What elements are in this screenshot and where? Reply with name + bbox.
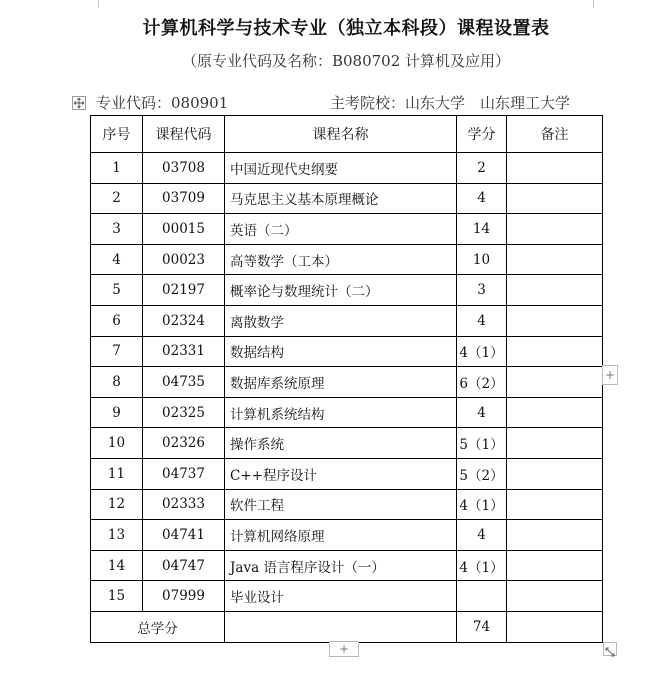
cell-note[interactable] — [507, 183, 603, 214]
cell-code[interactable]: 07999 — [143, 581, 225, 612]
total-empty-cell[interactable] — [225, 611, 457, 642]
cell-no[interactable]: 5 — [91, 275, 143, 306]
table-row — [91, 428, 603, 459]
table-row — [91, 214, 603, 245]
cell-code[interactable]: 03708 — [143, 153, 225, 184]
cell-code[interactable]: 04737 — [143, 458, 225, 489]
cell-credit[interactable]: 14 — [457, 214, 507, 245]
cell-note[interactable] — [507, 367, 603, 398]
cell-name[interactable]: 离散数学 — [225, 305, 457, 336]
cell-name[interactable]: 操作系统 — [225, 428, 457, 459]
table-row — [91, 153, 603, 184]
cell-name[interactable]: 软件工程 — [225, 489, 457, 520]
table-row — [91, 367, 603, 398]
cell-no[interactable]: 14 — [91, 550, 143, 581]
header-name: 课程名称 — [225, 116, 457, 153]
cell-name[interactable]: Java 语言程序设计（一） — [225, 550, 457, 581]
cell-note[interactable] — [507, 581, 603, 612]
cell-note[interactable] — [507, 489, 603, 520]
cell-no[interactable]: 2 — [91, 183, 143, 214]
total-row — [91, 611, 603, 642]
table-row — [91, 520, 603, 551]
cell-name[interactable]: 概率论与数理统计（二） — [225, 275, 457, 306]
header-credit: 学分 — [457, 116, 507, 153]
cell-credit[interactable]: 4（1） — [457, 550, 507, 581]
cell-code[interactable]: 02331 — [143, 336, 225, 367]
cell-note[interactable] — [507, 397, 603, 428]
cell-code[interactable]: 04735 — [143, 367, 225, 398]
cell-note[interactable] — [507, 275, 603, 306]
table-header-row — [91, 116, 603, 153]
table-row — [91, 244, 603, 275]
table-row — [91, 305, 603, 336]
cell-note[interactable] — [507, 336, 603, 367]
cell-credit[interactable]: 5（1） — [457, 428, 507, 459]
cell-no[interactable]: 10 — [91, 428, 143, 459]
total-value[interactable]: 74 — [457, 611, 507, 642]
table-row — [91, 458, 603, 489]
table-row — [91, 183, 603, 214]
cell-credit[interactable]: 4 — [457, 183, 507, 214]
document-subtitle: （原专业代码及名称：B080702 计算机及应用） — [181, 52, 511, 70]
total-label[interactable]: 总学分 — [91, 611, 225, 642]
cell-credit[interactable]: 4 — [457, 397, 507, 428]
table-resize-icon[interactable] — [603, 642, 617, 656]
cell-code[interactable]: 04747 — [143, 550, 225, 581]
margin-mark — [593, 0, 594, 8]
cell-code[interactable]: 02325 — [143, 397, 225, 428]
cell-code[interactable]: 02333 — [143, 489, 225, 520]
add-column-button[interactable]: + — [602, 365, 618, 385]
cell-credit[interactable]: 10 — [457, 244, 507, 275]
cell-note[interactable] — [507, 305, 603, 336]
cell-no[interactable]: 11 — [91, 458, 143, 489]
cell-name[interactable]: 毕业设计 — [225, 581, 457, 612]
cell-note[interactable] — [507, 520, 603, 551]
cell-no[interactable]: 1 — [91, 153, 143, 184]
cell-no[interactable]: 13 — [91, 520, 143, 551]
cell-no[interactable]: 6 — [91, 305, 143, 336]
cell-name[interactable]: 计算机网络原理 — [225, 520, 457, 551]
cell-credit[interactable]: 2 — [457, 153, 507, 184]
table-row — [91, 581, 603, 612]
cell-name[interactable]: 英语（二） — [225, 214, 457, 245]
cell-code[interactable]: 02324 — [143, 305, 225, 336]
cell-credit[interactable]: 5（2） — [457, 458, 507, 489]
cell-no[interactable]: 15 — [91, 581, 143, 612]
table-row — [91, 550, 603, 581]
cell-no[interactable]: 3 — [91, 214, 143, 245]
cell-note[interactable] — [507, 214, 603, 245]
exam-schools: 主考院校：山东大学 山东理工大学 — [330, 94, 571, 112]
header-note: 备注 — [507, 116, 603, 153]
cell-note[interactable] — [507, 458, 603, 489]
cell-no[interactable]: 12 — [91, 489, 143, 520]
cell-credit[interactable]: 4 — [457, 305, 507, 336]
cell-code[interactable]: 02197 — [143, 275, 225, 306]
cell-note[interactable] — [507, 550, 603, 581]
cell-credit[interactable] — [457, 581, 507, 612]
table-row — [91, 336, 603, 367]
cell-note[interactable] — [507, 244, 603, 275]
table-row — [91, 275, 603, 306]
cell-no[interactable]: 9 — [91, 397, 143, 428]
margin-mark — [98, 0, 99, 8]
table-move-icon[interactable] — [72, 96, 86, 110]
cell-name[interactable]: 计算机系统结构 — [225, 397, 457, 428]
cell-code[interactable]: 00015 — [143, 214, 225, 245]
cell-name[interactable]: C++程序设计 — [225, 458, 457, 489]
add-row-button[interactable]: + — [329, 641, 359, 657]
document-title: 计算机科学与技术专业（独立本科段）课程设置表 — [142, 18, 550, 39]
cell-no[interactable]: 8 — [91, 367, 143, 398]
cell-no[interactable]: 4 — [91, 244, 143, 275]
cell-name[interactable]: 高等数学（工本） — [225, 244, 457, 275]
cell-name[interactable]: 数据结构 — [225, 336, 457, 367]
cell-code[interactable]: 04741 — [143, 520, 225, 551]
cell-credit[interactable]: 6（2） — [457, 367, 507, 398]
table-row — [91, 489, 603, 520]
total-note-cell[interactable] — [507, 611, 603, 642]
cell-name[interactable]: 马克思主义基本原理概论 — [225, 183, 457, 214]
cell-note[interactable] — [507, 153, 603, 184]
cell-code[interactable]: 02326 — [143, 428, 225, 459]
cell-credit[interactable]: 4（1） — [457, 489, 507, 520]
cell-no[interactable]: 7 — [91, 336, 143, 367]
cell-name[interactable]: 中国近现代史纲要 — [225, 153, 457, 184]
cell-credit[interactable]: 4（1） — [457, 336, 507, 367]
cell-code[interactable]: 00023 — [143, 244, 225, 275]
cell-credit[interactable]: 3 — [457, 275, 507, 306]
cell-code[interactable]: 03709 — [143, 183, 225, 214]
cell-note[interactable] — [507, 428, 603, 459]
header-no: 序号 — [91, 116, 143, 153]
cell-credit[interactable]: 4 — [457, 520, 507, 551]
header-code: 课程代码 — [143, 116, 225, 153]
major-code: 专业代码：080901 — [96, 94, 229, 112]
table-row — [91, 397, 603, 428]
cell-name[interactable]: 数据库系统原理 — [225, 367, 457, 398]
course-table — [90, 115, 603, 643]
